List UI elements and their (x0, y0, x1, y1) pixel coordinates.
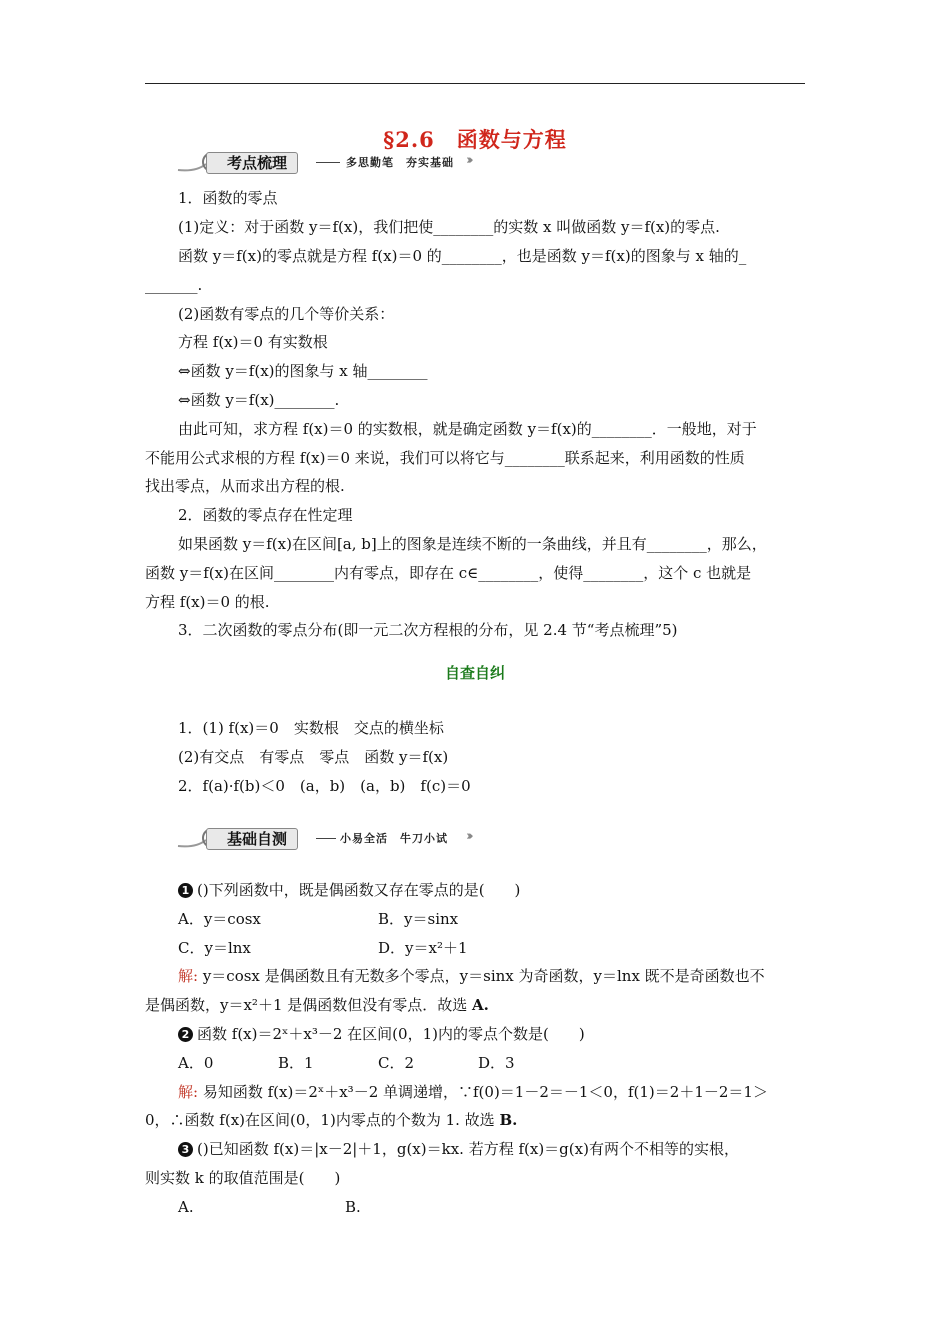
option-a: A．0 (178, 1054, 214, 1072)
solution-text: 易知函数 f(x)＝2ˣ＋x³－2 单调递增，∵f(0)＝1－2＝－1＜0，f(1)＝2＋1－2＝1＞ (198, 1083, 768, 1101)
banner-rule (316, 838, 336, 839)
solution-line (145, 995, 489, 1015)
option-c: C．y＝lnx (178, 939, 251, 957)
question-text: ()下列函数中，既是偶函数又存在零点的是( ) (197, 881, 521, 899)
solution-answer: A. (472, 996, 489, 1014)
page-title: §2.6 函数与方程 (383, 127, 567, 152)
text-line: 方程 f(x)＝0 有实数根 (178, 333, 328, 351)
solution-text: 0，∴函数 f(x)在区间(0，1)内零点的个数为 1. 故选 (145, 1111, 500, 1129)
text-line: 方程 f(x)＝0 的根. (145, 593, 270, 611)
text-line: 1．函数的零点 (178, 189, 278, 207)
option-b: B．1 (278, 1054, 314, 1072)
text-line: 找出零点，从而求出方程的根. (145, 477, 345, 495)
text-line: 函数 y＝f(x)在区间________内有零点，即存在 c∈________，使得________，这个 c 也就是 (145, 564, 752, 582)
text-line: ⇔函数 y＝f(x)________. (178, 391, 340, 409)
text-line: 如果函数 y＝f(x)在区间[a, b]上的图象是连续不断的一条曲线，并且有________，那么， (178, 535, 767, 553)
option-d: D．y＝x²＋1 (378, 939, 468, 957)
banner-label: 考点梳理 (206, 152, 298, 174)
question-2 (178, 1024, 585, 1044)
question-3 (178, 1139, 739, 1159)
banner-rule (316, 162, 340, 163)
solution-line (178, 1082, 768, 1102)
question-text: ()已知函数 f(x)＝|x－2|＋1，g(x)＝kx. 若方程 f(x)＝g(x)有两个不相等的实根， (197, 1140, 739, 1158)
answer-line: 2．f(a)·f(b)＜0 (a，b) (a，b) f(c)＝0 (178, 777, 471, 795)
section-banner-jichu (176, 826, 516, 852)
solution-line (178, 966, 765, 986)
chevrons-icon: ››› (466, 829, 470, 844)
solution-text: 是偶函数，y＝x²＋1 是偶函数但没有零点．故选 (145, 996, 473, 1014)
banner-label: 基础自测 (206, 828, 298, 850)
question-number-badge: 2 (178, 1027, 193, 1042)
question-number-badge: 3 (178, 1142, 193, 1157)
text-line: 3．二次函数的零点分布(即一元二次方程根的分布，见 2.4 节“考点梳理”5) (178, 621, 678, 639)
banner-subtitle: 小易全活 牛刀小试 (340, 832, 448, 845)
text-line: (1)定义：对于函数 y＝f(x)，我们把使________的实数 x 叫做函数 y＝f(x)的零点. (178, 218, 720, 236)
solution-line (145, 1110, 517, 1130)
text-line: 由此可知，求方程 f(x)＝0 的实数根，就是确定函数 y＝f(x)的________．一般地，对于 (178, 420, 757, 438)
text-line: 函数 y＝f(x)的零点就是方程 f(x)＝0 的________，也是函数 y＝f(x)的图象与 x 轴的_ (178, 247, 747, 265)
answer-line: 1．(1) f(x)＝0 实数根 交点的横坐标 (178, 719, 444, 737)
solution-label: 解: (178, 967, 199, 985)
text-line: _______. (145, 276, 203, 294)
section-heading-self-check: 自查自纠 (444, 664, 505, 682)
answer-line: (2)有交点 有零点 零点 函数 y＝f(x) (178, 748, 449, 766)
chevrons-icon: ››› (466, 153, 470, 168)
option-c: C．2 (378, 1054, 415, 1072)
section-banner-kaodian (176, 150, 516, 176)
option-a: A．y＝cosx (178, 910, 261, 928)
option-b: B. (345, 1198, 361, 1216)
question-text: 则实数 k 的取值范围是( ) (145, 1169, 341, 1187)
text-line: 不能用公式求根的方程 f(x)＝0 来说，我们可以将它与________联系起来，利用函数的性质 (145, 449, 745, 467)
option-b: B．y＝sinx (378, 910, 459, 928)
question-number-badge: 1 (178, 883, 193, 898)
text-line: (2)函数有零点的几个等价关系： (178, 305, 395, 323)
option-d: D．3 (478, 1054, 515, 1072)
text-line: 2．函数的零点存在性定理 (178, 506, 353, 524)
solution-label: 解: (178, 1083, 199, 1101)
option-a: A. (178, 1198, 194, 1216)
banner-subtitle: 多思勤笔 夯实基础 (346, 156, 454, 169)
question-1 (178, 880, 520, 900)
header-rule (145, 83, 805, 84)
text-line: ⇔函数 y＝f(x)的图象与 x 轴________ (178, 362, 428, 380)
question-text: 函数 f(x)＝2ˣ＋x³－2 在区间(0，1)内的零点个数是( ) (197, 1025, 585, 1043)
solution-answer: B. (499, 1111, 518, 1129)
solution-text: y＝cosx 是偶函数且有无数多个零点，y＝sinx 为奇函数，y＝lnx 既不是奇函数也不 (198, 967, 765, 985)
